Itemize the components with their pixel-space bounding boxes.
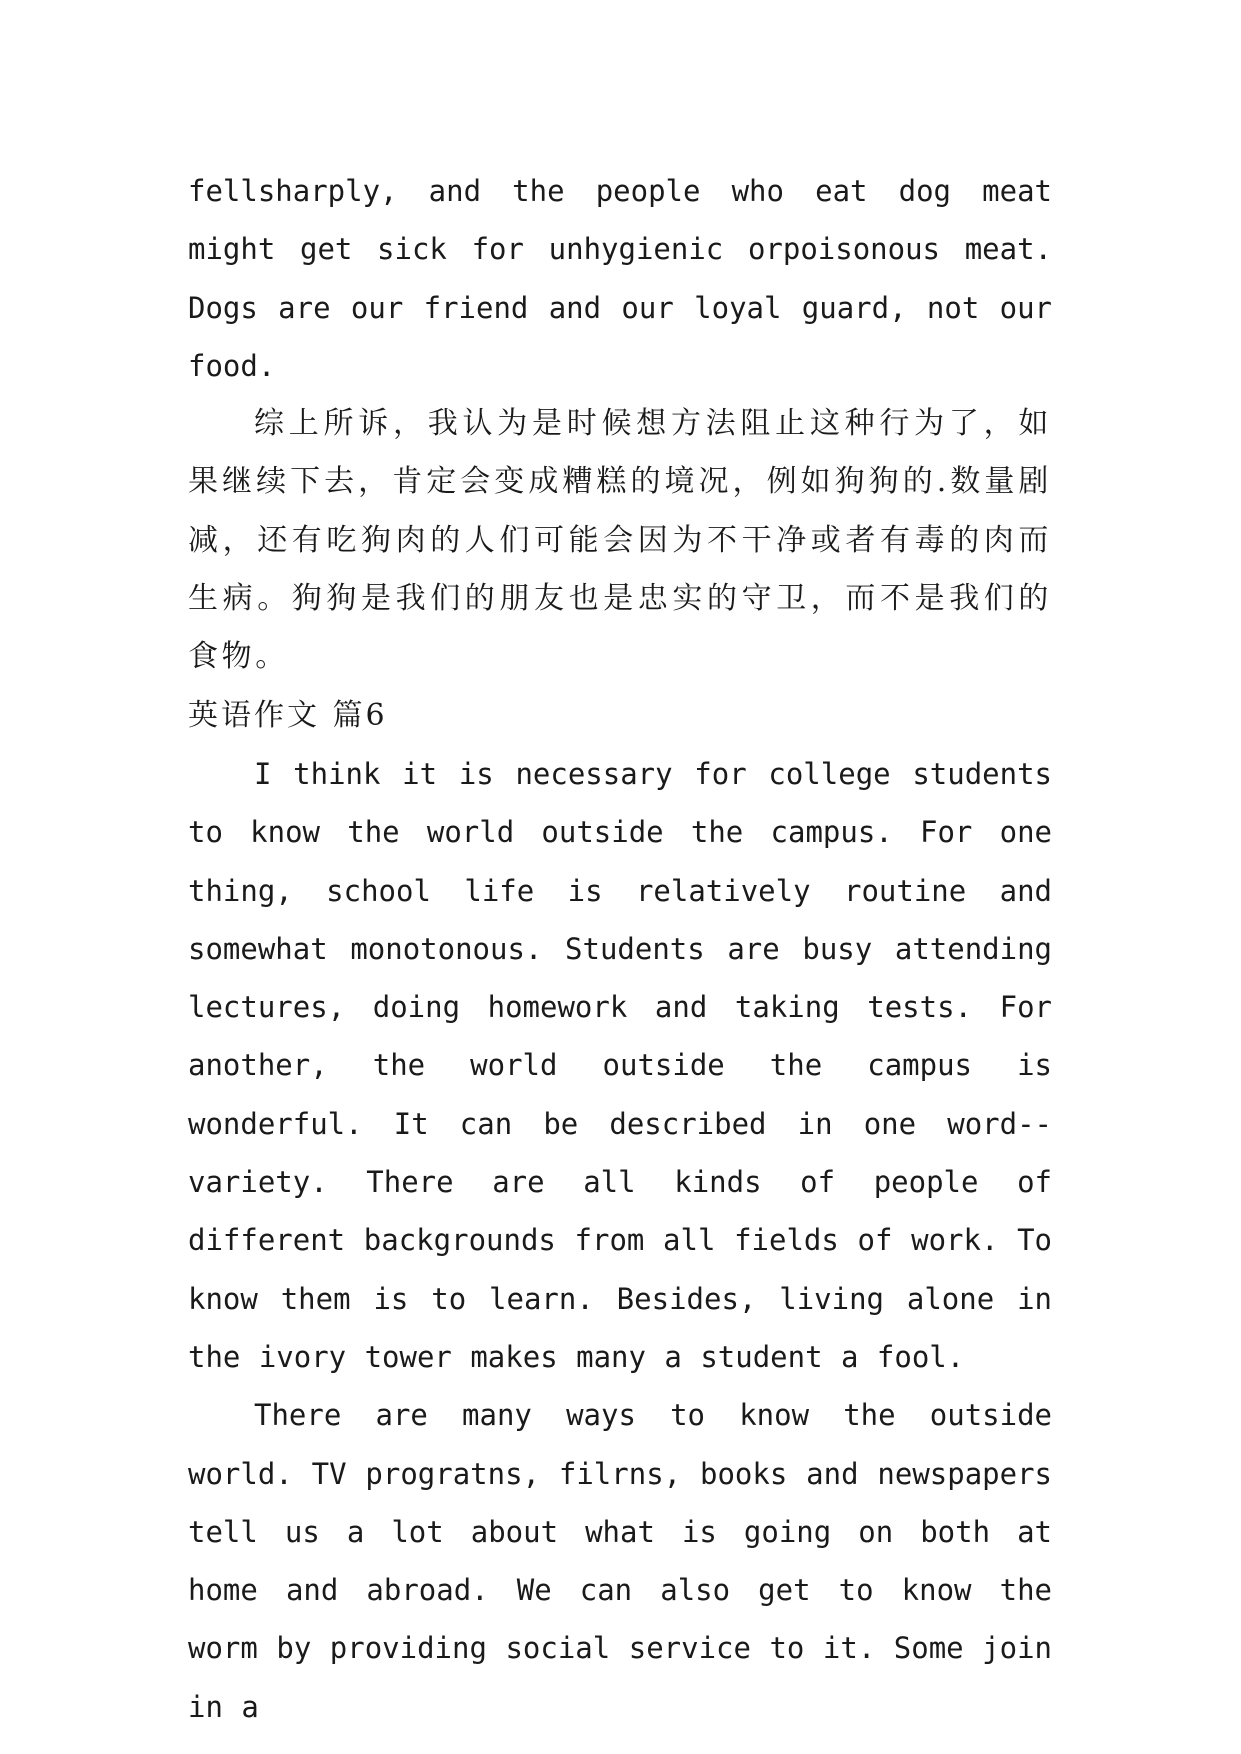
paragraph-essay-2: There are many ways to know the outside world. TV progratns, filrns, books and newspapers tell us a lot about what is going on both at home and abroad. We can also get to know the worm by providing social service to it. Some join in a [188, 1398, 1052, 1724]
paragraph-chinese-conclusion: 综上所诉，我认为是时候想方法阻止这种行为了，如果继续下去，肯定会变成糟糕的境况，例如狗狗的.数量剧减，还有吃狗肉的人们可能会因为不干净或者有毒的肉而生病。狗狗是我们的朋友也是忠实的守卫，而不是我们的食物。 [188, 406, 1052, 675]
body-text [188, 162, 1052, 1736]
paragraph-english-conclusion: fellsharply, and the people who eat dog meat might get sick for unhygienic orpoisonous meat. Dogs are our friend and our loyal guard, not our food. [188, 174, 1052, 383]
paragraph-essay-1: I think it is necessary for college students to know the world outside the campus. For one thing, school life is relatively routine and somewhat monotonous. Students are busy attending lectures, doing homework and taking tests. For another, the world outside the campus is wonderful. It can be described in one word--variety. There are all kinds of people of different backgrounds from all fields of work. To know them is to learn. Besides, living alone in the ivory tower makes many a student a fool. [188, 756, 1052, 1374]
section-heading: 英语作文 篇6 [188, 697, 388, 733]
